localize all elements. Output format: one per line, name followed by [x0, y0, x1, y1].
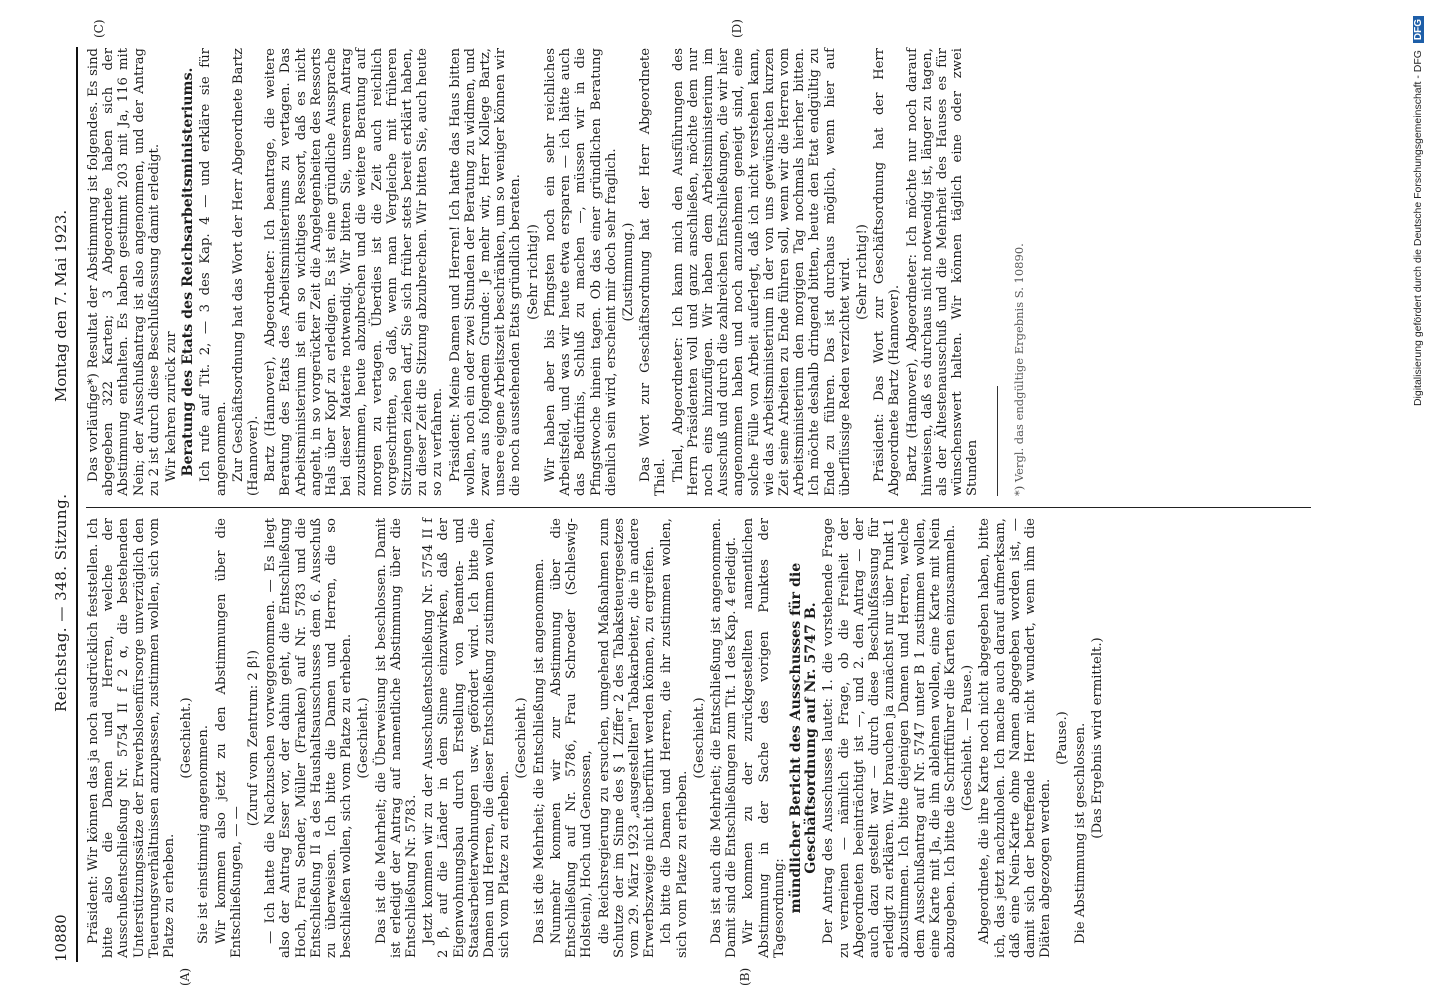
paragraph: Ich rufe auf Tit. 2, — 3 des Kap. 4 — und erkläre sie für angenommen.	[198, 48, 229, 496]
page-number: 10880	[52, 914, 70, 962]
paragraph: Die Abstimmung ist geschlossen.	[1072, 722, 1088, 944]
margin-mark-d: (D)	[730, 19, 744, 38]
paragraph: Präsident: Meine Damen und Herren! Ich hatte das Haus bitten wollen, noch ein oder zwei Stunden der Beratung zu widmen, und zwar aus folgendem Grunde: Je mehr wir, Herr Kollege Bartz, unsere eigene Arbeitszeit beschränken, um so weniger können wir die noch ausstehenden Etats gründlich beraten.	[447, 48, 524, 496]
paragraph: Präsident: Das Wort zur Geschäftsordnung hat der Herr Abgeordnete Bartz (Hannover).	[872, 48, 903, 496]
paragraph: Sie ist einstimmig angenommen.	[196, 725, 212, 944]
paragraph: Bartz (Hannover), Abgeordneter: Ich beantrage, die weitere Beratung des Etats des Arbeitsministeriums zu vertagen. Das Arbeitsministerium ist ein so wichtiges Ressort, daß es nicht angeht, in so vorgerückter Zeit die Angelegenheiten des Ressorts Hals über Kopf zu erledigen. Es ist eine gründliche Aussprache bei dieser Materie notwendig. Wir bitten Sie, unserem Antrag zuzustimmen, heute abzubrechen und die weitere Beratung auf morgen zu vertagen. Überdies ist die Zeit auch reichlich vorgeschritten, so daß, wenn man Vergleiche mit früheren Sitzungen ziehen darf, Sie sich früher stets bereit erklärt haben, zu dieser Zeit die Sitzung abzubrechen. Wir bitten Sie, auch heute so zu verfahren.	[263, 48, 446, 496]
digitization-note: Digitalisierung gefördert durch die Deutsche Forschungsgemeinschaft - DFG	[1412, 50, 1424, 407]
paragraph: Zur Geschäftsordnung hat das Wort der Herr Abgeordnete Bartz (Hannover).	[230, 48, 262, 496]
stage-direction: (Geschieht.)	[356, 697, 372, 779]
session-title: Reichstag. — 348. Sitzung.	[52, 493, 70, 712]
paragraph: Das Wort zur Geschäftsordnung hat der Herr Abgeordnete Thiel.	[638, 48, 669, 496]
column-divider	[86, 507, 1311, 508]
paragraph: Der Antrag des Ausschusses lautet: 1. die vorstehende Frage zu verneinen — nämlich die Frage, ob die Freiheit der Abgeordneten beeinträchtigt ist —, und 2. den Antrag — der auch dazu gestellt war — durch diese Beschlußfassung für erledigt zu erklären. Wir brauchen ja zunächst nur über Punkt 1 abzustimmen. Ich bitte diejenigen Damen und Herren, welche dem Ausschußantrag auf Nr. 5747 unter B 1 zustimmen wollen, eine Karte mit Ja, die ihn ablehnen wollen, eine Karte mit Nein abzugeben. Ich bitte die Schriftführer die Karten einzusammeln.	[821, 518, 958, 958]
stage-direction: (Geschieht.)	[179, 697, 195, 779]
stage-direction: (Das Ergebnis wird ermittelt.)	[1089, 637, 1105, 839]
margin-mark-b: (B)	[738, 967, 752, 986]
paragraph: Jetzt kommen wir zu der Ausschußentschließung Nr. 5754 II f 2 β, auf die Länder in dem Sinne einzuwirken, daß der Eigenwohnungsbau durch Erstellung von Beamten- und Staatsarbeiterwohnungen usw. gefördert wird. Ich bitte die Damen und Herren, die dieser Entschließung zustimmen wollen, sich vom Platze zu erheben.	[421, 518, 513, 958]
margin-mark-a: (A)	[178, 967, 192, 986]
footnote: *) Vergl. das endgültige Ergebnis S. 10890.	[1011, 243, 1026, 496]
paragraph: Das vorläufige*) Resultat der Abstimmung ist folgendes. Es sind abgegeben 322 Karten; 3 Abgeordnete haben sich der Abstimmung enthalten. Es haben gestimmt 203 mit Ja, 116 mit Nein; der Ausschußantrag ist also angenommen, und der Antrag zu 2 ist durch diese Beschlußfassung damit erledigt.	[86, 48, 162, 496]
paragraph: Das ist die Mehrheit; die Überweisung ist beschlossen. Damit ist erledigt der Antrag auf namentliche Abstimmung über die Entschließung Nr. 5783.	[373, 518, 420, 958]
stage-direction: (Geschieht. — Pause.)	[960, 664, 976, 812]
stage-direction: (Geschieht.)	[514, 697, 530, 779]
margin-mark-c: (C)	[92, 19, 106, 38]
paragraph: Wir kommen also jetzt zu den Abstimmungen über die Entschließungen, — —	[213, 518, 244, 958]
paragraph: Das ist auch die Mehrheit; die Entschließung ist angenommen. Damit sind die Entschließungen zum Tit. 1 des Kap. 4 erledigt.	[708, 518, 740, 958]
paragraph: Abgeordnete, die ihre Karte noch nicht abgegeben haben, bitte ich, das jetzt nachzuholen. Ich mache auch darauf aufmerksam, daß eine Nein-Karte ohne Namen abgegeben worden ist, — damit sich der betreffende Herr nicht wundert, wenn ihm die Diäten abgezogen werden.	[977, 518, 1054, 958]
agenda-heading: mündlicher Bericht des Ausschusses für die Geschäftsordnung auf Nr. 5747 B.	[787, 562, 820, 914]
stage-direction: (Sehr richtig!)	[854, 224, 870, 320]
stage-direction: (Zuruf vom Zentrum: 2 β!)	[246, 649, 262, 827]
paragraph: — Ich hatte die Nachzuschen vorweggenommen. — Es liegt also der Antrag Esser vor, der dahin geht, die Entschließung Hoch, Frau Sender, Müller (Franken) auf Nr. 5783 und die Entschließung II a des Haushaltsausschusses dem 6. Ausschuß zu überweisen. Ich bitte die Damen und Herren, die so beschließen wollen, sich vom Platze zu erheben.	[263, 518, 355, 958]
paragraph: die Reichsregierung zu ersuchen, umgehend Maßnahmen zum Schutze der im Sinne des § 1 Ziffer 2 des Tabaksteuergesetzes vom 29. März 1923 „ausgestellten" Tabakarbeiter, die in andere Erwerbszweige nicht überführt werden können, zu ergreifen.	[596, 518, 658, 958]
left-column	[86, 518, 1107, 958]
digitization-banner	[1412, 6, 1430, 996]
dfg-logo-icon: DFG	[1413, 16, 1424, 43]
page-header	[50, 47, 78, 962]
paragraph: Präsident: Wir können das ja noch ausdrücklich feststellen. Ich bitte also die Damen und Herren, welche der Ausschußentschließung Nr. 5754 II f 2 α, die bestehenden Unterstützungssätze der Erwerbslosenfürsorge unverzüglich den Teuerungsverhältnissen anzupassen, zustimmen wollen, sich vom Platze zu erheben.	[86, 518, 178, 958]
stage-direction: (Geschieht.)	[691, 697, 707, 779]
stage-direction: (Sehr richtig!)	[525, 224, 541, 320]
paragraph: Ich bitte die Damen und Herren, die ihr zustimmen wollen, sich vom Platze zu erheben.	[659, 518, 690, 958]
agenda-heading: Beratung des Etats des Reichsarbeitsministeriums.	[180, 67, 197, 477]
paragraph: Wir haben aber bis Pfingsten noch ein sehr reichliches Arbeitsfeld, und was wir heute etwa ersparen — ich hätte auch das Bedürfnis, Schluß zu machen —, müssen wir in die Pfingstwoche hinein tagen. Ob das einer gründlichen Beratung dienlich sein wird, erscheint mir doch sehr fraglich.	[542, 48, 619, 496]
paragraph: Thiel, Abgeordneter: Ich kann mich den Ausführungen des Herrn Präsidenten voll und ganz anschließen, möchte dem nur noch eins hinzufügen. Wir haben dem Arbeitsministerium im Ausschuß und durch die zahlreichen Entschließungen, die wir hier angenommen haben und noch anzunehmen geneigt sind, eine solche Fülle von Arbeit auferlegt, daß ich nicht verstehen kann, wie das Arbeitsministerium in der von uns gewünschten kurzen Zeit seine Arbeiten zu Ende führen soll, wenn wir die Herren vom Arbeitsministerium den morgigen Tag nochmals hierher bitten. Ich möchte deshalb dringend bitten, heute den Etat endgültig zu Ende zu führen. Das ist durchaus möglich, wenn hier auf überflüssige Reden verzichtet wird.	[670, 48, 853, 496]
paragraph: Wir kehren zurück zur	[164, 331, 180, 482]
paragraph: Das ist die Mehrheit; die Entschließung ist angenommen.	[531, 558, 547, 944]
stage-direction: (Zustimmung.)	[620, 222, 636, 322]
paragraph: Nunmehr kommen wir zur Abstimmung über die Entschließung auf Nr. 5786, Frau Schroeder (Schleswig-Holstein), Hoch und Genossen,	[548, 518, 595, 958]
right-column	[86, 48, 1029, 496]
paragraph: Bartz (Hannover), Abgeordneter: Ich möchte nur noch darauf hinweisen, daß es durchaus nicht notwendig ist, länger zu tagen, als der Ältestenausschuß und die Mehrheit des Hauses es für wünschenswert halten. Wir können täglich eine oder zwei Stunden	[904, 48, 981, 496]
paragraph: Wir kommen zu der zurückgestellten namentlichen Abstimmung in der Sache des vorigen Punktes der Tagesordnung:	[741, 518, 787, 958]
session-date: Montag den 7. Mai 1923.	[52, 209, 70, 402]
footnote-rule	[997, 386, 998, 496]
stage-direction: (Pause.)	[1055, 711, 1071, 765]
